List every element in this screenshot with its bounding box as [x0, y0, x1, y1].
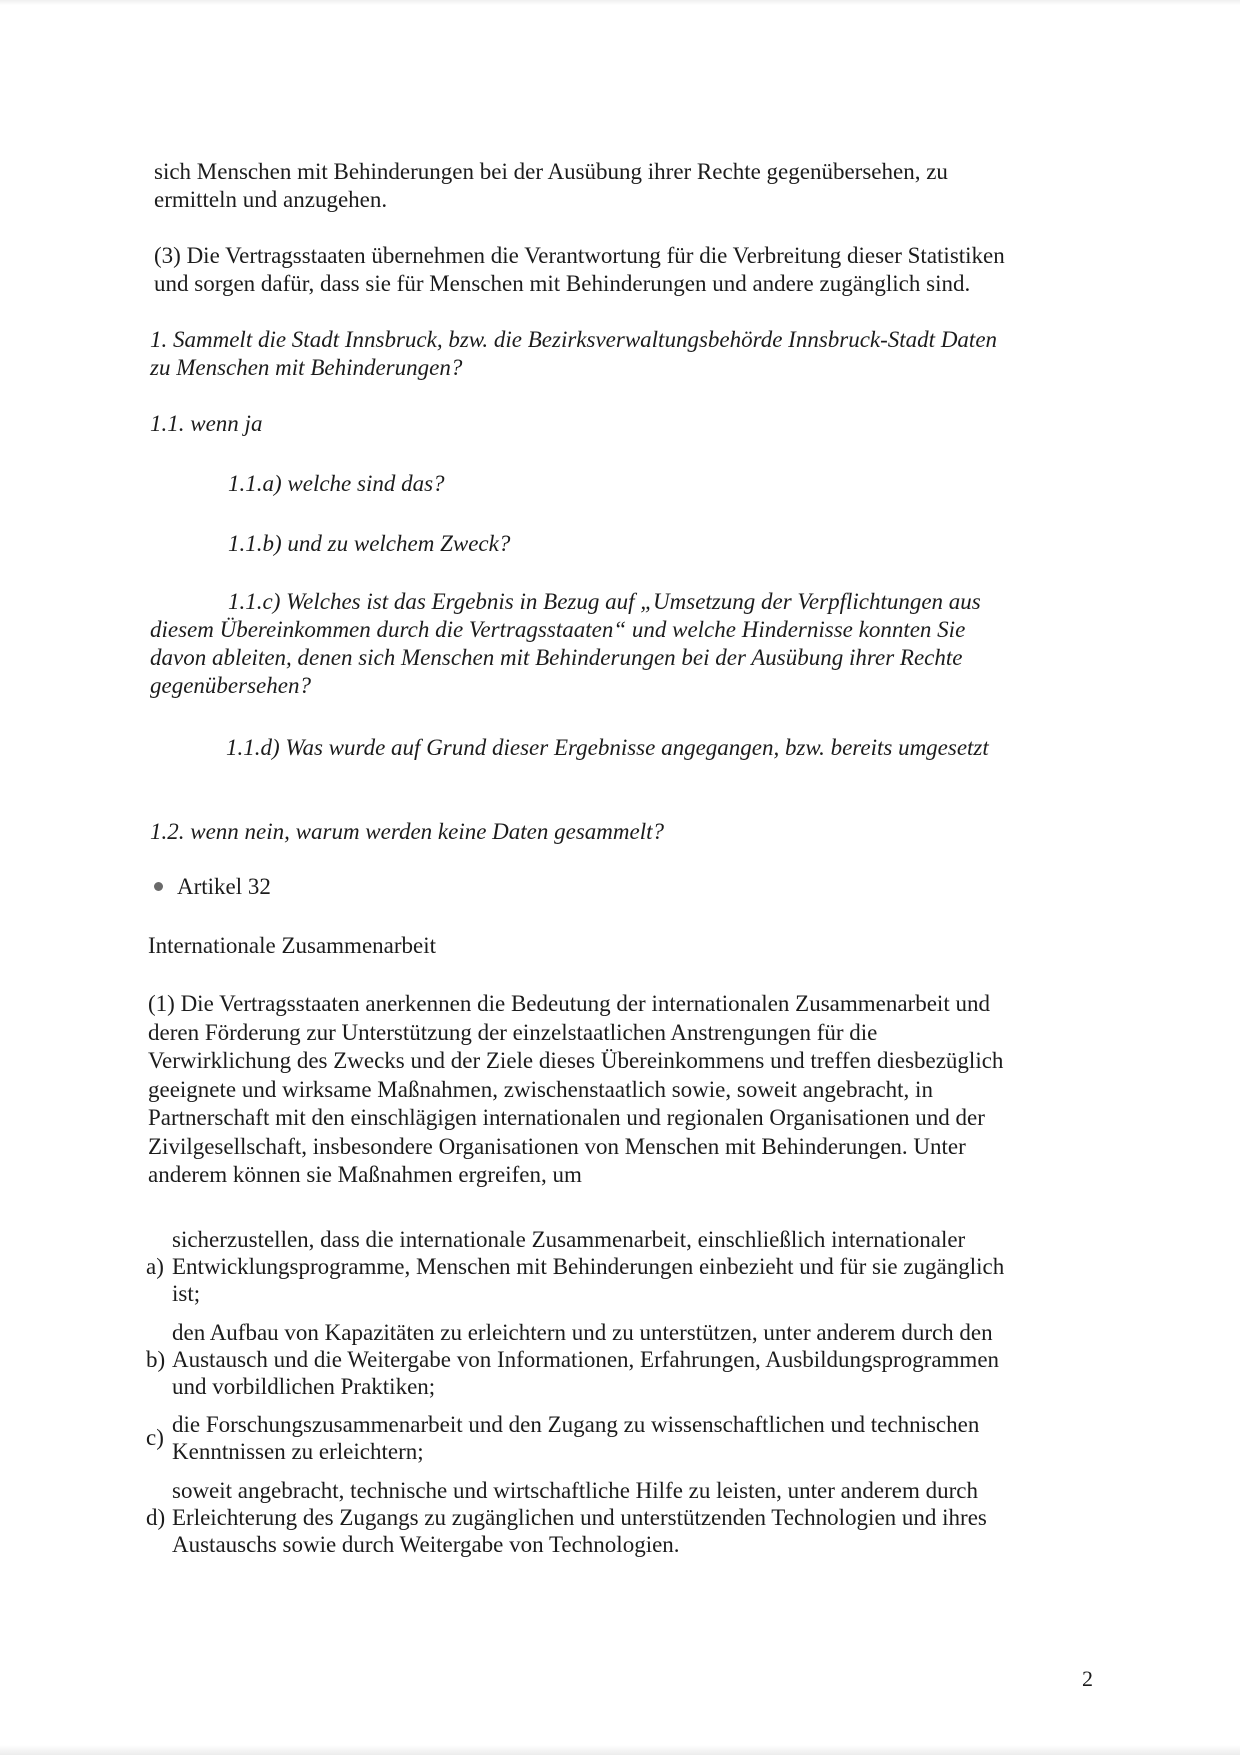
list-letter: c)	[146, 1425, 164, 1450]
question-1-1-a: 1.1.a) welche sind das?	[228, 471, 445, 496]
question-1-1-d: 1.1.d) Was wurde auf Grund dieser Ergebnisse angegangen, bzw. bereits umgesetzt	[226, 735, 989, 760]
scan-edge-bottom	[0, 1745, 1240, 1755]
bullet-icon	[154, 882, 163, 891]
text-line: ermitteln und anzugehen.	[154, 187, 388, 212]
text-line: und vorbildlichen Praktiken;	[172, 1374, 436, 1399]
text-line: Kenntnissen zu erleichtern;	[172, 1439, 424, 1464]
text-line: 1. Sammelt die Stadt Innsbruck, bzw. die Bezirksverwaltungsbehörde Innsbruck-Stadt Daten	[150, 327, 998, 352]
question-1	[150, 326, 997, 382]
text-line: die Forschungszusammenarbeit und den Zugang zu wissenschaftlichen und technischen	[172, 1412, 980, 1437]
text-line: Austauschs sowie durch Weitergabe von Technologien.	[172, 1532, 680, 1557]
text-line: Austausch und die Weitergabe von Informationen, Erfahrungen, Ausbildungsprogrammen	[172, 1347, 1000, 1372]
article-label: Artikel 32	[177, 874, 271, 899]
list-text	[172, 1477, 987, 1558]
text-line: Verwirklichung des Zwecks und der Ziele dieses Übereinkommens und treffen diesbezüglich	[148, 1048, 1004, 1073]
text-line: Entwicklungsprogramme, Menschen mit Behinderungen einbezieht und für sie zugänglich	[172, 1254, 1005, 1279]
page-number: 2	[1082, 1666, 1093, 1691]
question-1-1: 1.1. wenn ja	[150, 411, 263, 436]
text-line: soweit angebracht, technische und wirtschaftliche Hilfe zu leisten, unter anderem durch	[172, 1478, 978, 1503]
list-text	[172, 1319, 999, 1400]
text-line: deren Förderung zur Unterstützung der einzelstaatlichen Anstrengungen für die	[148, 1019, 878, 1045]
text-line: sich Menschen mit Behinderungen bei der Ausübung ihrer Rechte gegenübersehen, zu	[154, 159, 948, 184]
text-line: sicherzustellen, dass die internationale Zusammenarbeit, einschließlich internationaler	[172, 1227, 966, 1252]
list-text	[172, 1226, 1004, 1307]
article-title: Internationale Zusammenarbeit	[148, 933, 437, 958]
list-letter: b)	[146, 1347, 166, 1372]
text-line: und sorgen dafür, dass sie für Menschen mit Behinderungen und andere zugänglich sind.	[154, 271, 971, 296]
text-line: ist;	[172, 1281, 201, 1306]
text-line: (3) Die Vertragsstaaten übernehmen die Verantwortung für die Verbreitung dieser Statistiken	[154, 243, 1005, 268]
scan-edge-top	[0, 0, 1240, 5]
text-line: Zivilgesellschaft, insbesondere Organisationen von Menschen mit Behinderungen. Unter	[148, 1133, 966, 1159]
text-line: anderem können sie Maßnahmen ergreifen, um	[148, 1162, 582, 1187]
intro-paragraph	[154, 158, 948, 214]
text-line: Partnerschaft mit den einschlägigen internationalen und regionalen Organisationen und der	[148, 1105, 985, 1130]
list-text	[172, 1411, 979, 1465]
text-line: zu Menschen mit Behinderungen?	[150, 355, 463, 380]
text-line: geeignete und wirksame Maßnahmen, zwischenstaatlich sowie, soweit angebracht, in	[148, 1076, 933, 1102]
question-1-2: 1.2. wenn nein, warum werden keine Daten gesammelt?	[150, 819, 664, 844]
question-1-1-c	[150, 588, 981, 700]
question-1-1-b: 1.1.b) und zu welchem Zweck?	[228, 531, 511, 556]
text-line: den Aufbau von Kapazitäten zu erleichtern und zu unterstützen, unter anderem durch den	[172, 1320, 993, 1345]
list-letter: a)	[146, 1254, 164, 1279]
paragraph-3	[154, 242, 1005, 298]
text-line: davon ableiten, denen sich Menschen mit Behinderungen bei der Ausübung ihrer Rechte	[150, 645, 963, 670]
text-line: Erleichterung des Zugangs zu zugänglichen und unterstützenden Technologien und ihres	[172, 1505, 987, 1530]
text-line: diesem Übereinkommen durch die Vertragsstaaten“ und welche Hindernisse konnten Sie	[150, 617, 966, 642]
text-line: 1.1.c) Welches ist das Ergebnis in Bezug auf „Umsetzung der Verpflichtungen aus	[228, 589, 981, 614]
text-line: gegenübersehen?	[150, 673, 311, 698]
list-letter: d)	[146, 1505, 166, 1530]
paragraph-1	[148, 990, 1003, 1190]
article-heading	[154, 873, 271, 901]
text-line: (1) Die Vertragsstaaten anerkennen die Bedeutung der internationalen Zusammenarbeit und	[148, 991, 990, 1016]
